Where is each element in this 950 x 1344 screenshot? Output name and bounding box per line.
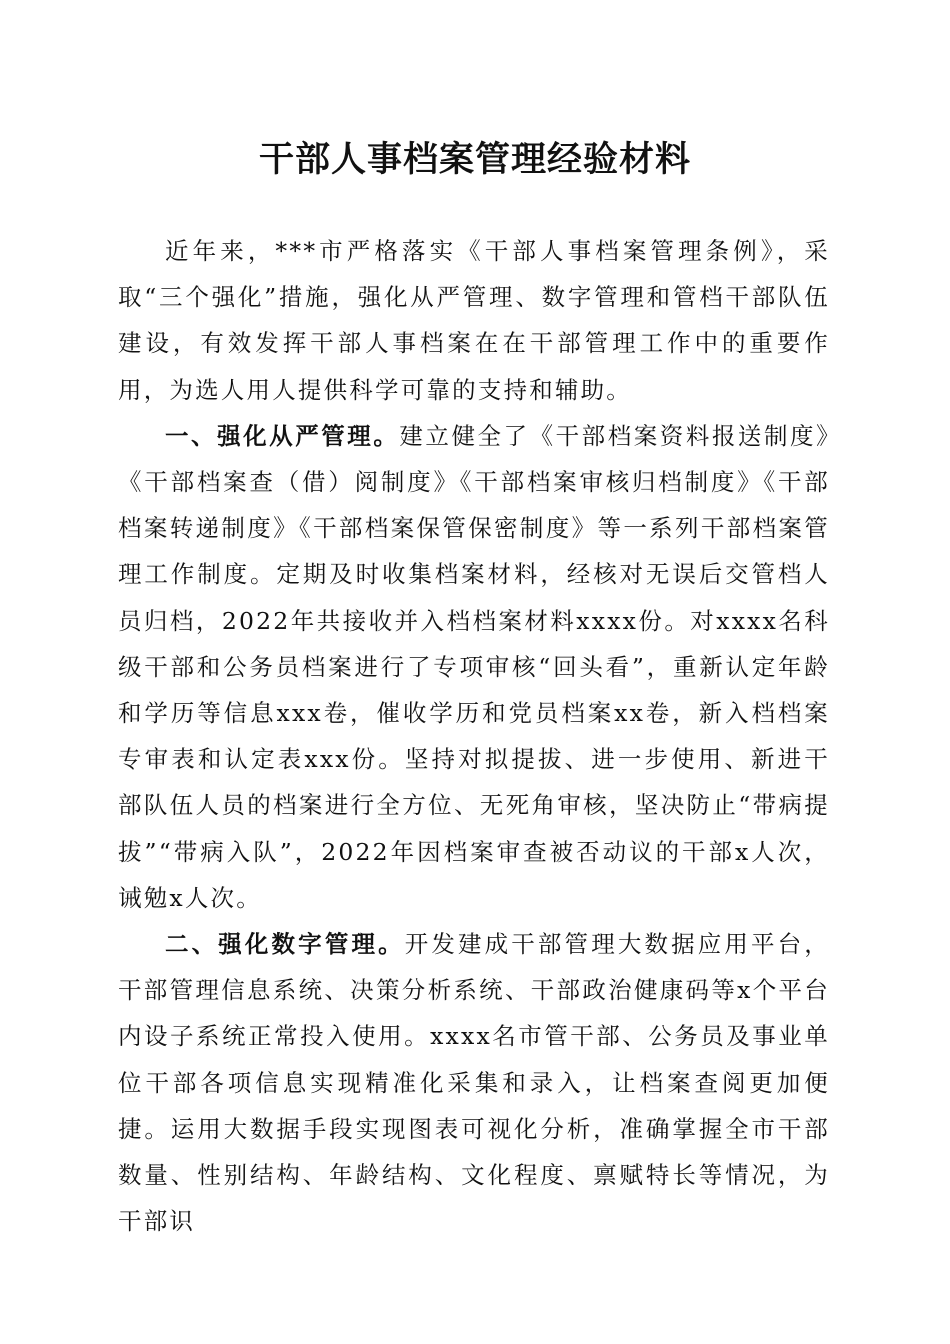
section-heading: 二、强化数字管理。 (165, 930, 405, 959)
paragraph-text: 建立健全了《干部档案资料报送制度》《干部档案查（借）阅制度》《干部档案审核归档制度》《干部档案转递制度》《干部档案保管保密制度》等一系列干部档案管理工作制度。定期及时收集档案材料，经核对无误后交管档人员归档，2022年共接收并入档档案材料xxxx份。对xxxx名科级干部和公务员档案进行了专项审核“回头看”，重新认定年龄和学历等信息xxx卷，催收学历和党员档案xx卷，新入档档案专审表和认定表xxx份。坚持对拟提拔、进一步使用、新进干部队伍人员的档案进行全方位、无死角审核，坚决防止“带病提拔”“带病入队”，2022年因档案审查被否动议的干部x人次，诫勉x人次。 (118, 421, 830, 912)
paragraph-section-1 (118, 413, 830, 921)
paragraph-intro (118, 228, 830, 413)
document-title: 干部人事档案管理经验材料 (258, 139, 691, 180)
section-heading: 一、强化从严管理。 (165, 421, 400, 450)
paragraph-text: 近年来，***市严格落实《干部人事档案管理条例》，采取“三个强化”措施，强化从严管理、数字管理和管档干部队伍建设，有效发挥干部人事档案在在干部管理工作中的重要作用，为选人用人提供科学可靠的支持和辅助。 (118, 237, 830, 404)
paragraph-text: 开发建成干部管理大数据应用平台，干部管理信息系统、决策分析系统、干部政治健康码等x个平台内设子系统正常投入使用。xxxx名市管干部、公务员及事业单位干部各项信息实现精准化采集和录入，让档案查阅更加便捷。运用大数据手段实现图表可视化分析，准确掌握全市干部数量、性别结构、年龄结构、文化程度、禀赋特长等情况，为干部识 (118, 930, 830, 1236)
document-body (118, 228, 830, 1244)
paragraph-section-2 (118, 921, 830, 1244)
